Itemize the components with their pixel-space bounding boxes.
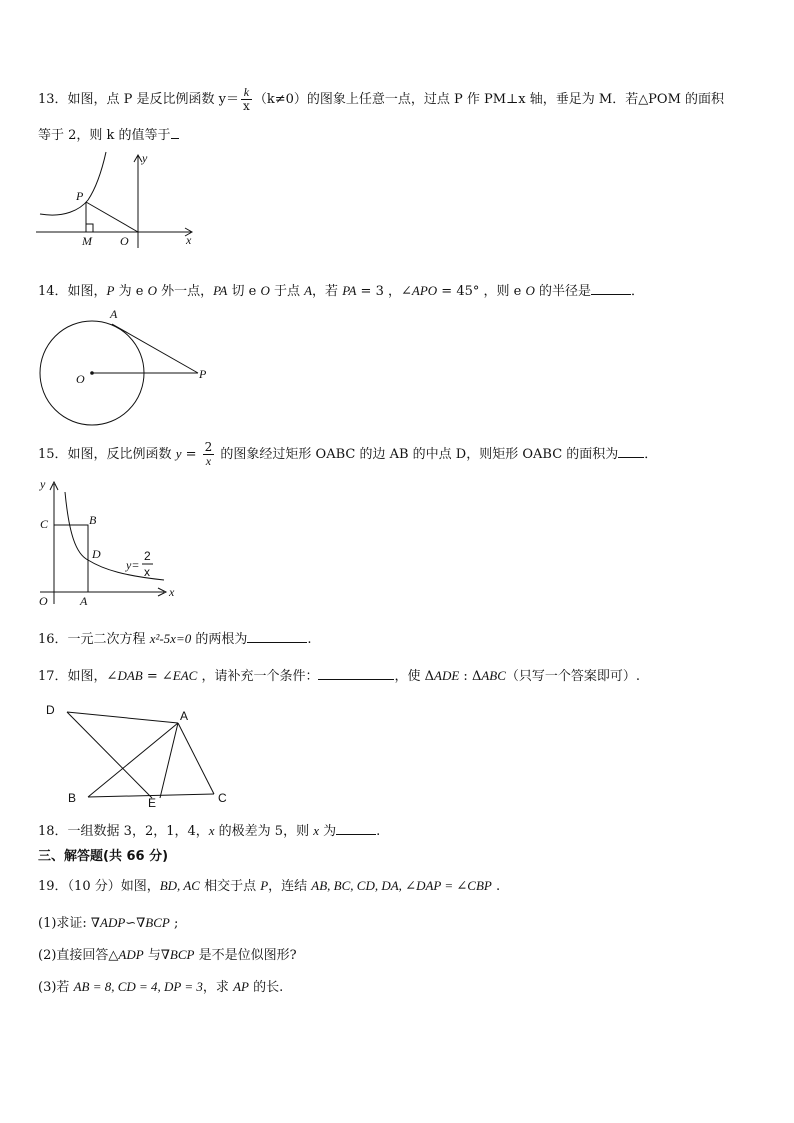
q14-line [38,281,644,301]
q15-curve-label: y= [126,558,140,572]
q13-answer-blank [171,125,179,139]
q17-text-3: ，请补充一个条件： [197,669,319,684]
q14-text-4: 切 e [227,284,261,299]
q13-label-x: x [186,233,192,247]
q17-text-5: : Δ [459,669,482,684]
q15-label-c: C [40,517,49,531]
q17-var-4: ABC [481,668,506,683]
q13-segment-po [86,202,138,232]
q13-right-angle-mark [86,224,93,232]
q13-text-c: 等于 2，则 k 的值等于 [38,128,171,143]
q15-line [38,441,657,468]
q17-text-1: 17．如图，∠ [38,669,118,684]
q15-figure [36,474,186,610]
q14-answer-blank [591,281,631,295]
q16-text-2: 的两根为 [191,632,248,647]
q15-answer-blank [618,444,644,458]
q14-text-10: ． [630,284,644,299]
q14-var-1: P [106,283,115,298]
q15-label-a: A [80,594,88,608]
q15-frac-den: x [205,454,212,468]
q13-frac-den: x [243,99,250,113]
q13-frac-num: k [241,86,252,100]
q14-text-5: 于点 [269,284,305,299]
q17-text-4: ，使 Δ [394,669,435,684]
q14-text-9: 的半径是 [534,284,591,299]
q19-sub3-var-a: AB = 8, CD = 4, DP = 3 [73,979,203,994]
q14-label-a: A [110,308,118,321]
q19-text-4: . [491,879,501,894]
q13-label-y: y [142,151,148,165]
q19-sub3-text-b: ，求 [202,980,234,995]
q17-segment-da [67,712,178,723]
q13-label-o: O [120,234,129,248]
q18-var-2: x [313,823,319,838]
q19-sub1-text-a: (1)求证: ∇ [38,916,101,931]
q15-label-d: D [92,547,101,561]
q17-label-e: E [148,796,157,810]
q19-sub3-text-a: (3)若 [38,980,74,995]
q16-text-3: . [307,632,312,647]
q19-sub1-var-b: BCP [145,915,170,930]
q17-var-3: ADE [434,668,460,683]
q14-text-7: = 3 ，∠ [356,284,412,299]
q14-figure [36,308,216,428]
q19-line [38,877,500,896]
q19-sub1 [38,914,178,933]
q19-text-1: 19．（10 分）如图， [38,879,160,894]
q17-label-a: A [180,709,189,723]
q19-var-1: BD, AC [159,878,200,893]
q19-sub2 [38,946,297,965]
q14-label-p: P [199,367,207,381]
q19-var-2: P [260,878,269,893]
q14-label-o: O [76,372,85,386]
q14-text-1: 14．如图， [38,284,107,299]
q17-answer-blank [318,666,394,680]
q13-line2 [38,125,179,145]
q17-label-d: D [46,703,55,717]
q15-frac-num: 2 [204,440,213,454]
q19-sub1-var-a: ADP [100,915,126,930]
q13-label-m: M [82,234,92,248]
q13-label-p: P [76,189,84,203]
q14-text-6: ，若 [312,284,343,299]
q17-label-c: C [218,791,227,805]
q18-answer-blank [336,821,376,835]
q19-sub2-var-a: ADP [118,947,144,962]
q14-var-4: O [260,283,270,298]
q19-sub3-var-b: AP [233,979,249,994]
q14-var-2: O [147,283,157,298]
q18-text-2: 的极差为 5，则 [214,824,314,839]
q19-sub3-text-c: 的长. [248,980,284,995]
q17-label-b: B [68,791,77,805]
q15-curve-label-num: 2 [144,549,151,563]
q17-figure [36,694,236,810]
q19-sub2-text-b: 与∇ [143,948,170,963]
q13-fraction [241,86,252,113]
q15-label-b: B [89,513,97,527]
q19-var-3: AB, BC, CD, DA, ∠DAP = ∠CBP [311,878,492,893]
q16-answer-blank [247,629,307,643]
q17-text-2: = ∠ [142,669,173,684]
q17-segment-ae [160,723,178,798]
q13-hyperbola [40,152,106,215]
q19-sub1-text-c: ; [169,916,179,931]
q15-rectangle-oabc [54,525,88,592]
section-heading: 三、解答题(共 66 分) [38,849,169,864]
q18-text-3: 为 [319,824,337,839]
q15-text-4: ． [644,447,658,462]
q14-var-7: APO [411,283,438,298]
q15-var-y: y [175,446,182,461]
q17-text-6: （只写一个答案即可）. [505,669,641,684]
q19-sub1-text-b: ∽∇ [125,916,146,931]
q19-sub2-var-b: BCP [169,947,195,962]
q14-var-8: O [525,283,535,298]
q13-figure [36,150,201,250]
q17-segment-ab [88,723,178,797]
q13-text-a: 13．如图，点 P 是反比例函数 y＝ [38,92,240,107]
q17-line [38,666,640,686]
q19-sub2-text-a: (2)直接回答△ [38,948,119,963]
q13-line1 [38,86,724,113]
q15-curve-label-den: x [144,565,150,579]
q14-text-8: = 45° ，则 e [437,284,526,299]
q17-var-1: DAB [117,668,143,683]
q13-text-b: （k≠0）的图象上任意一点，过点 P 作 PM⊥x 轴，垂足为 M．若△POM 的面积 [253,92,725,107]
q18-text-4: . [376,824,381,839]
q14-text-2: 为 e [114,284,148,299]
q19-text-3: ，连结 [268,879,312,894]
q19-sub2-text-c: 是不是位似图形? [194,948,297,963]
q18-text-1: 18．一组数据 3，2，1，4， [38,824,209,839]
q15-text-1: 15．如图，反比例函数 [38,447,176,462]
q18-var-1: x [208,823,215,838]
q15-text-2: = [181,447,201,462]
q16-line [38,629,312,649]
q14-segment-pa [112,324,198,373]
q15-label-y: y [40,477,46,491]
q15-text-3: 的图象经过矩形 OABC 的边 AB 的中点 D，则矩形 OABC 的面积为 [216,447,619,462]
q16-equation: x²-5x=0 [149,631,192,646]
q14-var-3: PA [213,283,228,298]
q14-center-dot [90,371,94,375]
q14-var-5: A [304,283,313,298]
q15-label-o: O [39,594,48,608]
q14-var-6: PA [342,283,357,298]
q15-fraction [203,441,215,468]
q19-text-2: 相交于点 [199,879,261,894]
q17-var-2: EAC [172,668,198,683]
q14-text-3: 外一点， [156,284,214,299]
q18-line [38,821,380,841]
q19-sub3 [38,978,283,997]
q15-label-x: x [169,585,175,599]
q17-segment-ac [178,723,214,794]
q16-text-1: 16．一元二次方程 [38,632,150,647]
